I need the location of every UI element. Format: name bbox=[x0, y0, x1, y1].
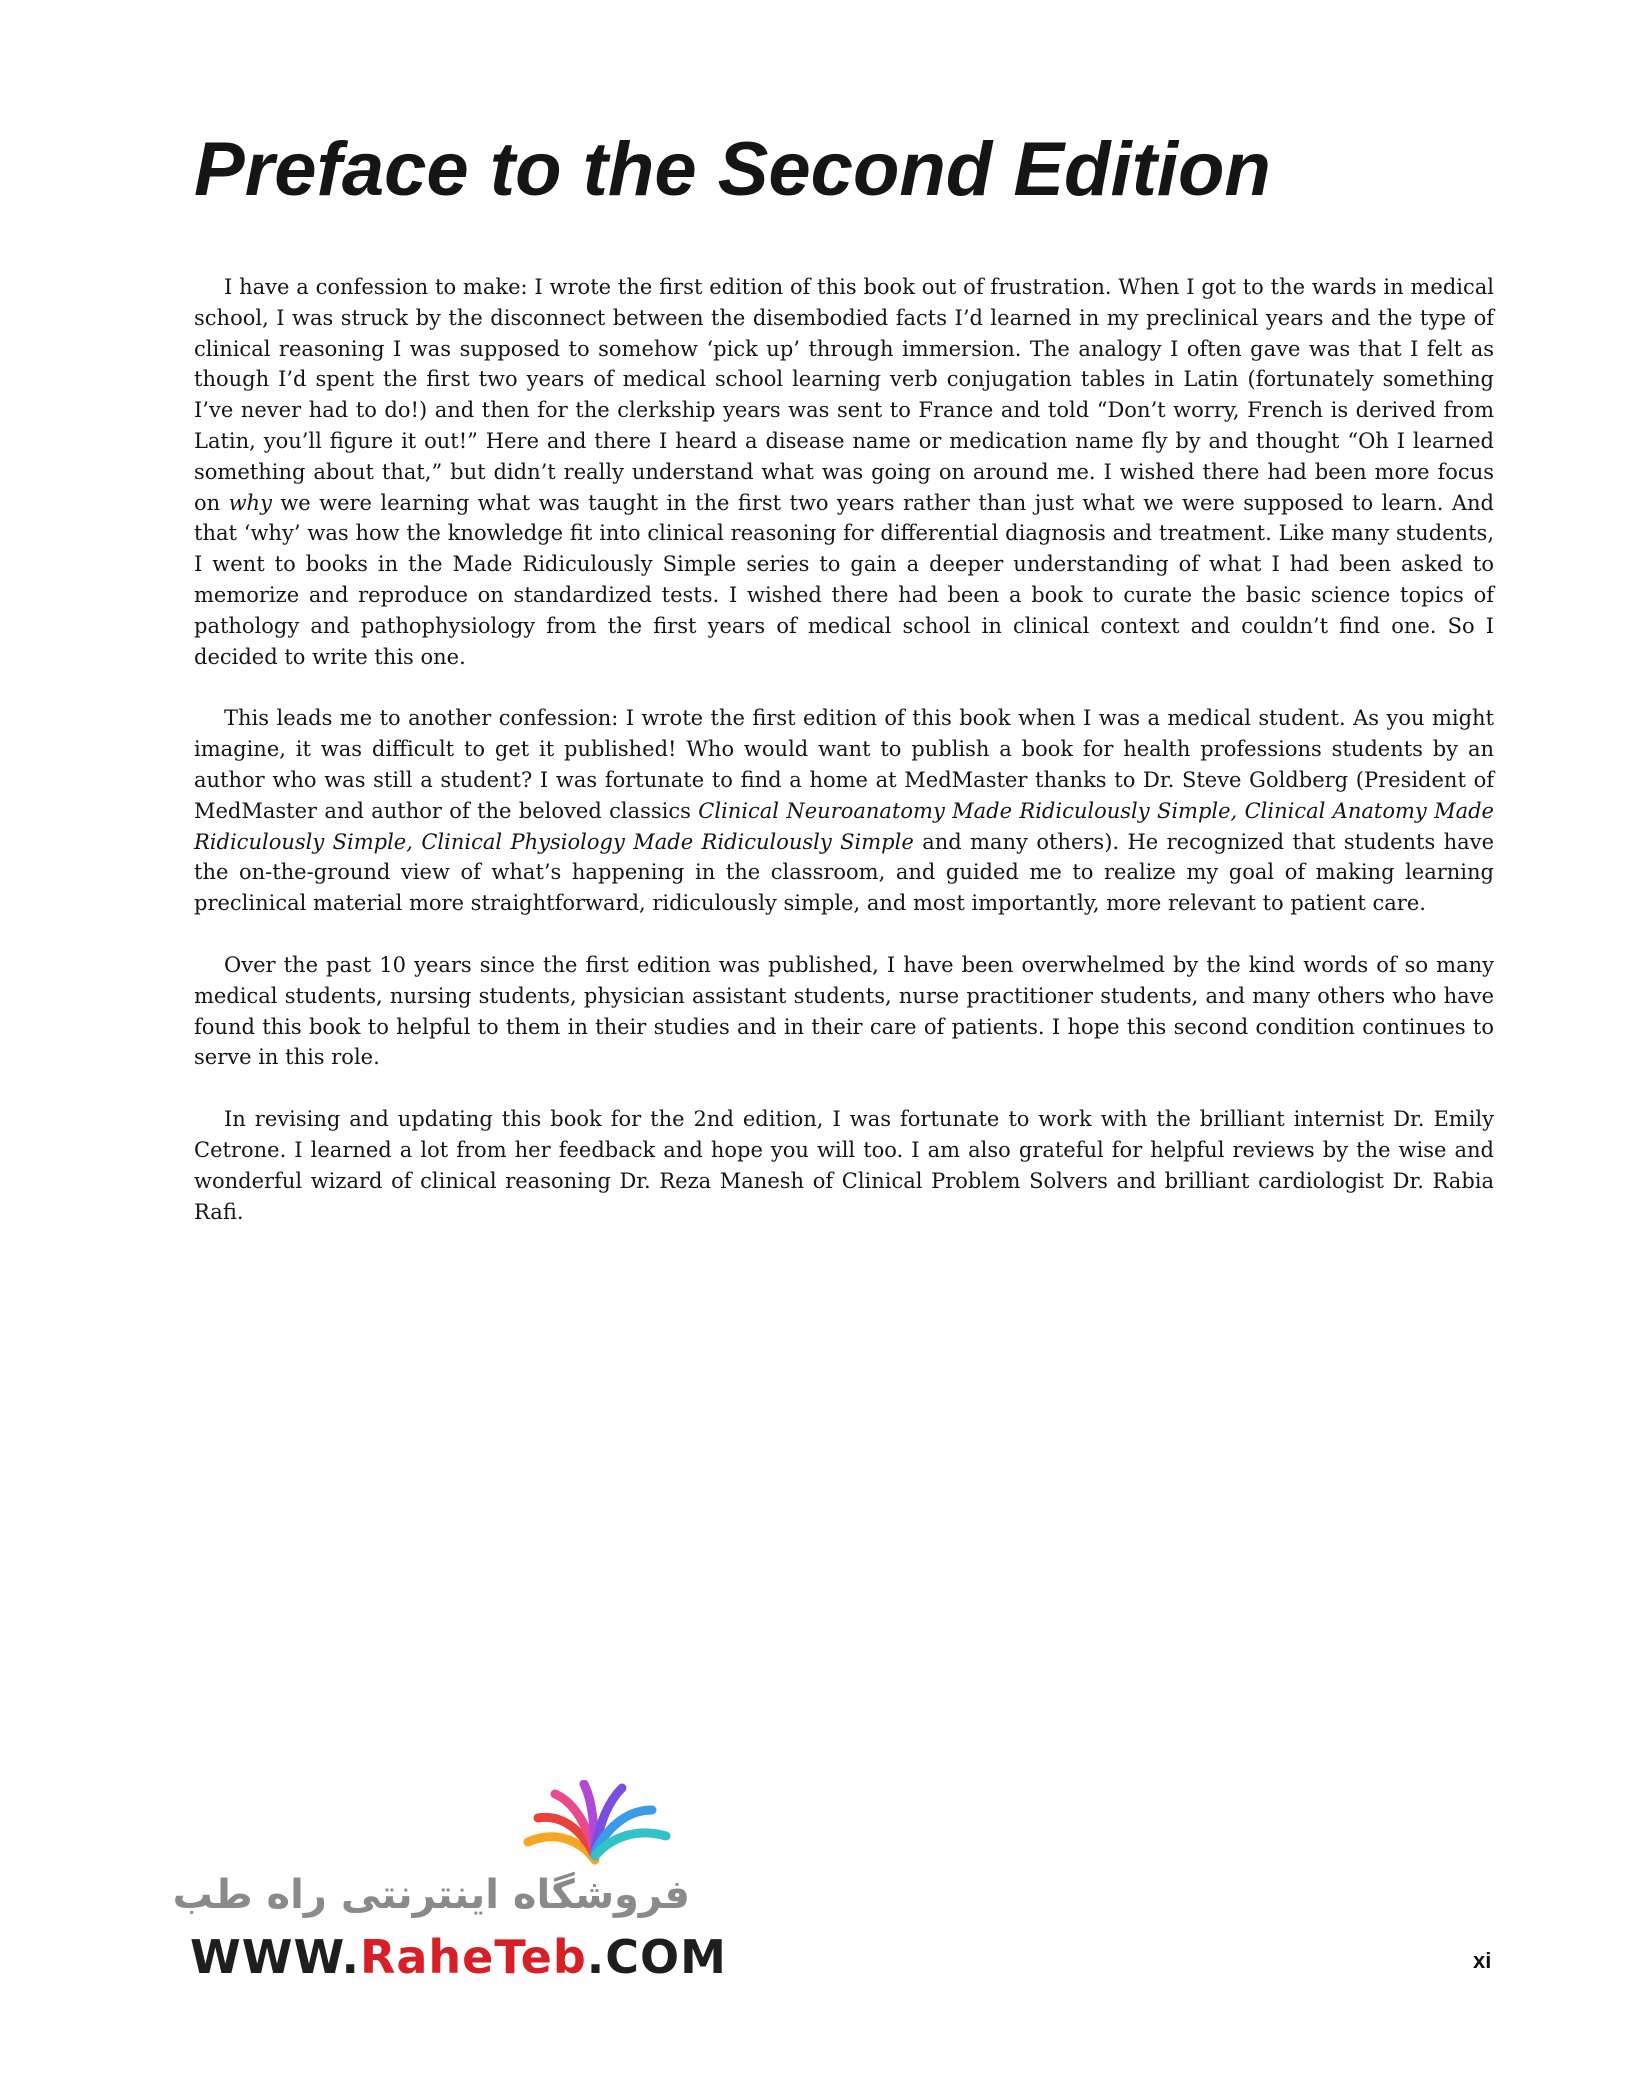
text-segment: we were learning what was taught in the first two years rather than just what we were supposed to learn. And that ‘why’ was how the knowledge fit into clinical reasoning for differential diagnosis and treatment. Like many students, I went to books in the Made Ridiculously Simple series to gain a deeper understanding of what I had been asked to memorize and reproduce on standardized tests. I wished there had been a book to curate the basic science topics of pathology and pathophysiology from the first years of medical school in clinical context and couldn’t find one. So I decided to write this one. bbox=[194, 490, 1494, 669]
url-prefix: WWW. bbox=[190, 1930, 360, 1984]
italic-text: why bbox=[228, 490, 272, 515]
open-book-rainbow-icon bbox=[510, 1780, 680, 1870]
text-segment: and many others). He recognized that students have the on-the-ground view of what’s happening in the classroom, and guided me to realize my goal of making learning preclinical material more straightforward, ridiculously simple, and most importantly, more relevant to patient care. bbox=[194, 829, 1494, 916]
paragraph bbox=[194, 703, 1494, 919]
text-segment: This leads me to another confession: I wrote the first edition of this book when I was a medical student. As you might imagine, it was difficult to get it published! Who would want to publish a book for health professions students by an author who was still a student? I was fortunate to find a home at MedMaster thanks to Dr. Steve Goldberg (President of MedMaster and author of the beloved classics bbox=[194, 706, 1494, 823]
text-segment: I have a confession to make: I wrote the first edition of this book out of frustration. When I got to the wards in medical school, I was struck by the disconnect between the disembodied facts I’d learned in my preclinical years and the type of clinical reasoning I was supposed to somehow ‘pick up’ through immersion. The analogy I often gave was that I felt as though I’d spent the first two years of medical school learning verb conjugation tables in Latin (fortunately something I’ve never had to do!) and then for the clerkship years was sent to France and told “Don’t worry, French is derived from Latin, you’ll figure it out!” Here and there I heard a disease name or medication name fly by and thought “Oh I learned something about that,” but didn’t really understand what was going on around me. I wished there had been more focus on bbox=[194, 275, 1494, 515]
italic-text: Clinical Neuroanatomy Made Ridiculously Simple, Clinical Anatomy Made Ridiculously Simple, Clinical Physiology Made Ridiculously Simple bbox=[194, 798, 1494, 854]
url-brand: RaheTeb bbox=[359, 1930, 587, 1984]
page-number: xi bbox=[1473, 1948, 1492, 1973]
paragraph bbox=[194, 1104, 1494, 1227]
publisher-watermark bbox=[172, 1780, 727, 1984]
watermark-url bbox=[190, 1930, 727, 1984]
text-segment: Over the past 10 years since the first edition was published, I have been overwhelmed by the kind words of so many medical students, nursing students, physician assistant students, nurse practitioner students, and many others who have found this book to helpful to them in their studies and in their care of patients. I hope this second condition continues to serve in this role. bbox=[194, 952, 1494, 1070]
paragraph bbox=[194, 950, 1494, 1073]
page-title: Preface to the Second Edition bbox=[194, 127, 1271, 212]
preface-body bbox=[194, 272, 1494, 1258]
text-segment: In revising and updating this book for the 2nd edition, I was fortunate to work with the brilliant internist Dr. Emily Cetrone. I learned a lot from her feedback and hope you will too. I am also grateful for helpful reviews by the wise and wonderful wizard of clinical reasoning Dr. Reza Manesh of Clinical Problem Solvers and brilliant cardiologist Dr. Rabia Rafi. bbox=[194, 1107, 1494, 1224]
paragraph bbox=[194, 272, 1494, 672]
watermark-persian-text: فروشگاه اینترنتی راه طب bbox=[172, 1872, 690, 1918]
url-suffix: .COM bbox=[586, 1930, 727, 1984]
